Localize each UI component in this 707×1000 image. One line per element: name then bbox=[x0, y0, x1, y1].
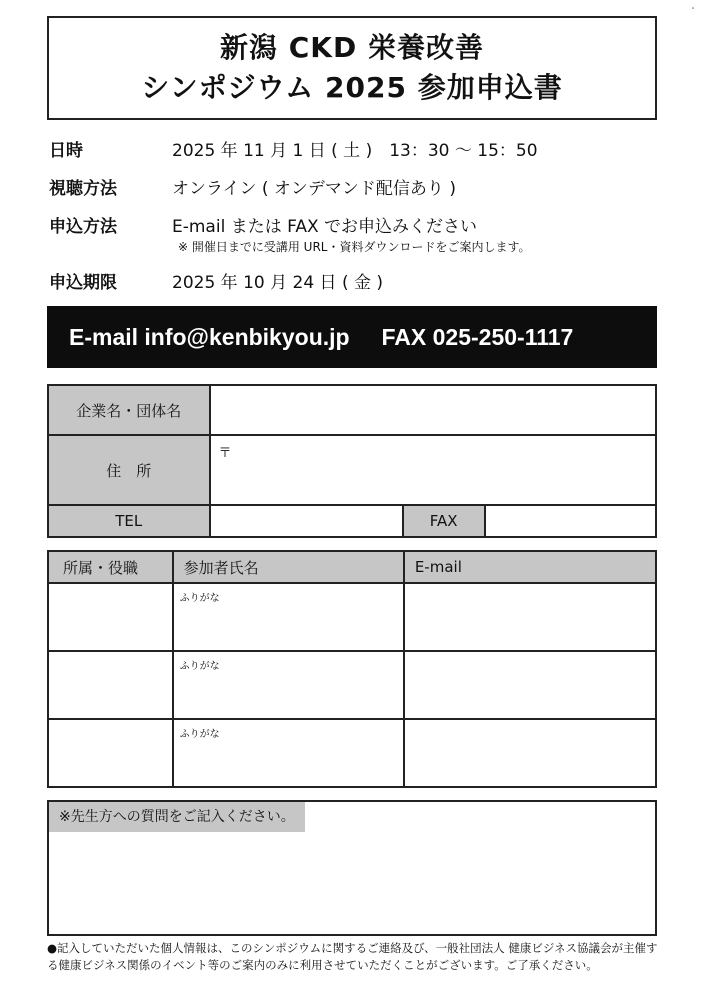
info-label-deadline: 申込期限 bbox=[49, 273, 117, 293]
privacy-footnote: ●記入していただいた個人情報は、このシンポジウムに関するご連絡及び、一般社団法人 健康ビジネス協議会が主催する健康ビジネス関係のイベント等のご案内のみに利用させていただくことがございます。ご了承ください。 bbox=[47, 941, 658, 972]
table-row bbox=[48, 719, 656, 787]
email-field[interactable] bbox=[404, 651, 656, 719]
name-field[interactable] bbox=[173, 651, 404, 719]
corner-mark: ・ bbox=[688, 4, 698, 15]
header-affiliation: 所属・役職 bbox=[48, 551, 173, 583]
info-label-datetime: 日時 bbox=[49, 141, 83, 161]
title-line-2: シンポジウム 2025 参加申込書 bbox=[141, 71, 563, 104]
header-name: 参加者氏名 bbox=[173, 551, 404, 583]
table-row bbox=[48, 583, 656, 651]
header-email: E-mail bbox=[404, 551, 656, 583]
title-box bbox=[47, 16, 657, 120]
affiliation-field[interactable] bbox=[48, 719, 173, 787]
info-note: ※ 開催日までに受講用 URL・資料ダウンロードをご案内します。 bbox=[178, 240, 531, 254]
info-value-viewing: オンライン ( オンデマンド配信あり ) bbox=[172, 179, 456, 199]
affiliation-field[interactable] bbox=[48, 583, 173, 651]
contact-bar bbox=[47, 306, 657, 368]
title-line-1: 新潟 CKD 栄養改善 bbox=[220, 31, 484, 64]
question-box[interactable] bbox=[47, 800, 657, 936]
info-label-viewing: 視聴方法 bbox=[49, 179, 117, 199]
furigana-label: ふりがな bbox=[179, 593, 220, 604]
email-field[interactable] bbox=[404, 719, 656, 787]
info-value-method: E-mail または FAX でお申込みください bbox=[172, 217, 478, 237]
info-value-deadline: 2025 年 10 月 24 日 ( 金 ) bbox=[172, 273, 384, 293]
organization-form bbox=[47, 384, 657, 538]
email-field[interactable] bbox=[404, 583, 656, 651]
tel-field[interactable] bbox=[210, 505, 403, 537]
address-field[interactable] bbox=[210, 435, 656, 505]
participants-table bbox=[47, 550, 657, 788]
furigana-label: ふりがな bbox=[179, 661, 220, 672]
furigana-label: ふりがな bbox=[179, 729, 220, 740]
info-label-method: 申込方法 bbox=[49, 217, 117, 237]
question-label: ※先生方への質問をご記入ください。 bbox=[49, 802, 305, 832]
company-field[interactable] bbox=[210, 385, 656, 435]
address-label: 住 所 bbox=[48, 435, 210, 505]
fax-field[interactable] bbox=[485, 505, 656, 537]
table-row bbox=[48, 651, 656, 719]
contact-text: E-mail info@kenbikyou.jp FAX 025-250-1117 bbox=[69, 323, 574, 350]
tel-label: TEL bbox=[48, 505, 210, 537]
name-field[interactable] bbox=[173, 719, 404, 787]
affiliation-field[interactable] bbox=[48, 651, 173, 719]
name-field[interactable] bbox=[173, 583, 404, 651]
info-value-datetime: 2025 年 11 月 1 日 ( 土 ) 13：30 ～ 15：50 bbox=[172, 141, 538, 161]
postal-mark: 〒 bbox=[218, 446, 232, 461]
company-label: 企業名・団体名 bbox=[48, 385, 210, 435]
fax-label: FAX bbox=[403, 505, 485, 537]
